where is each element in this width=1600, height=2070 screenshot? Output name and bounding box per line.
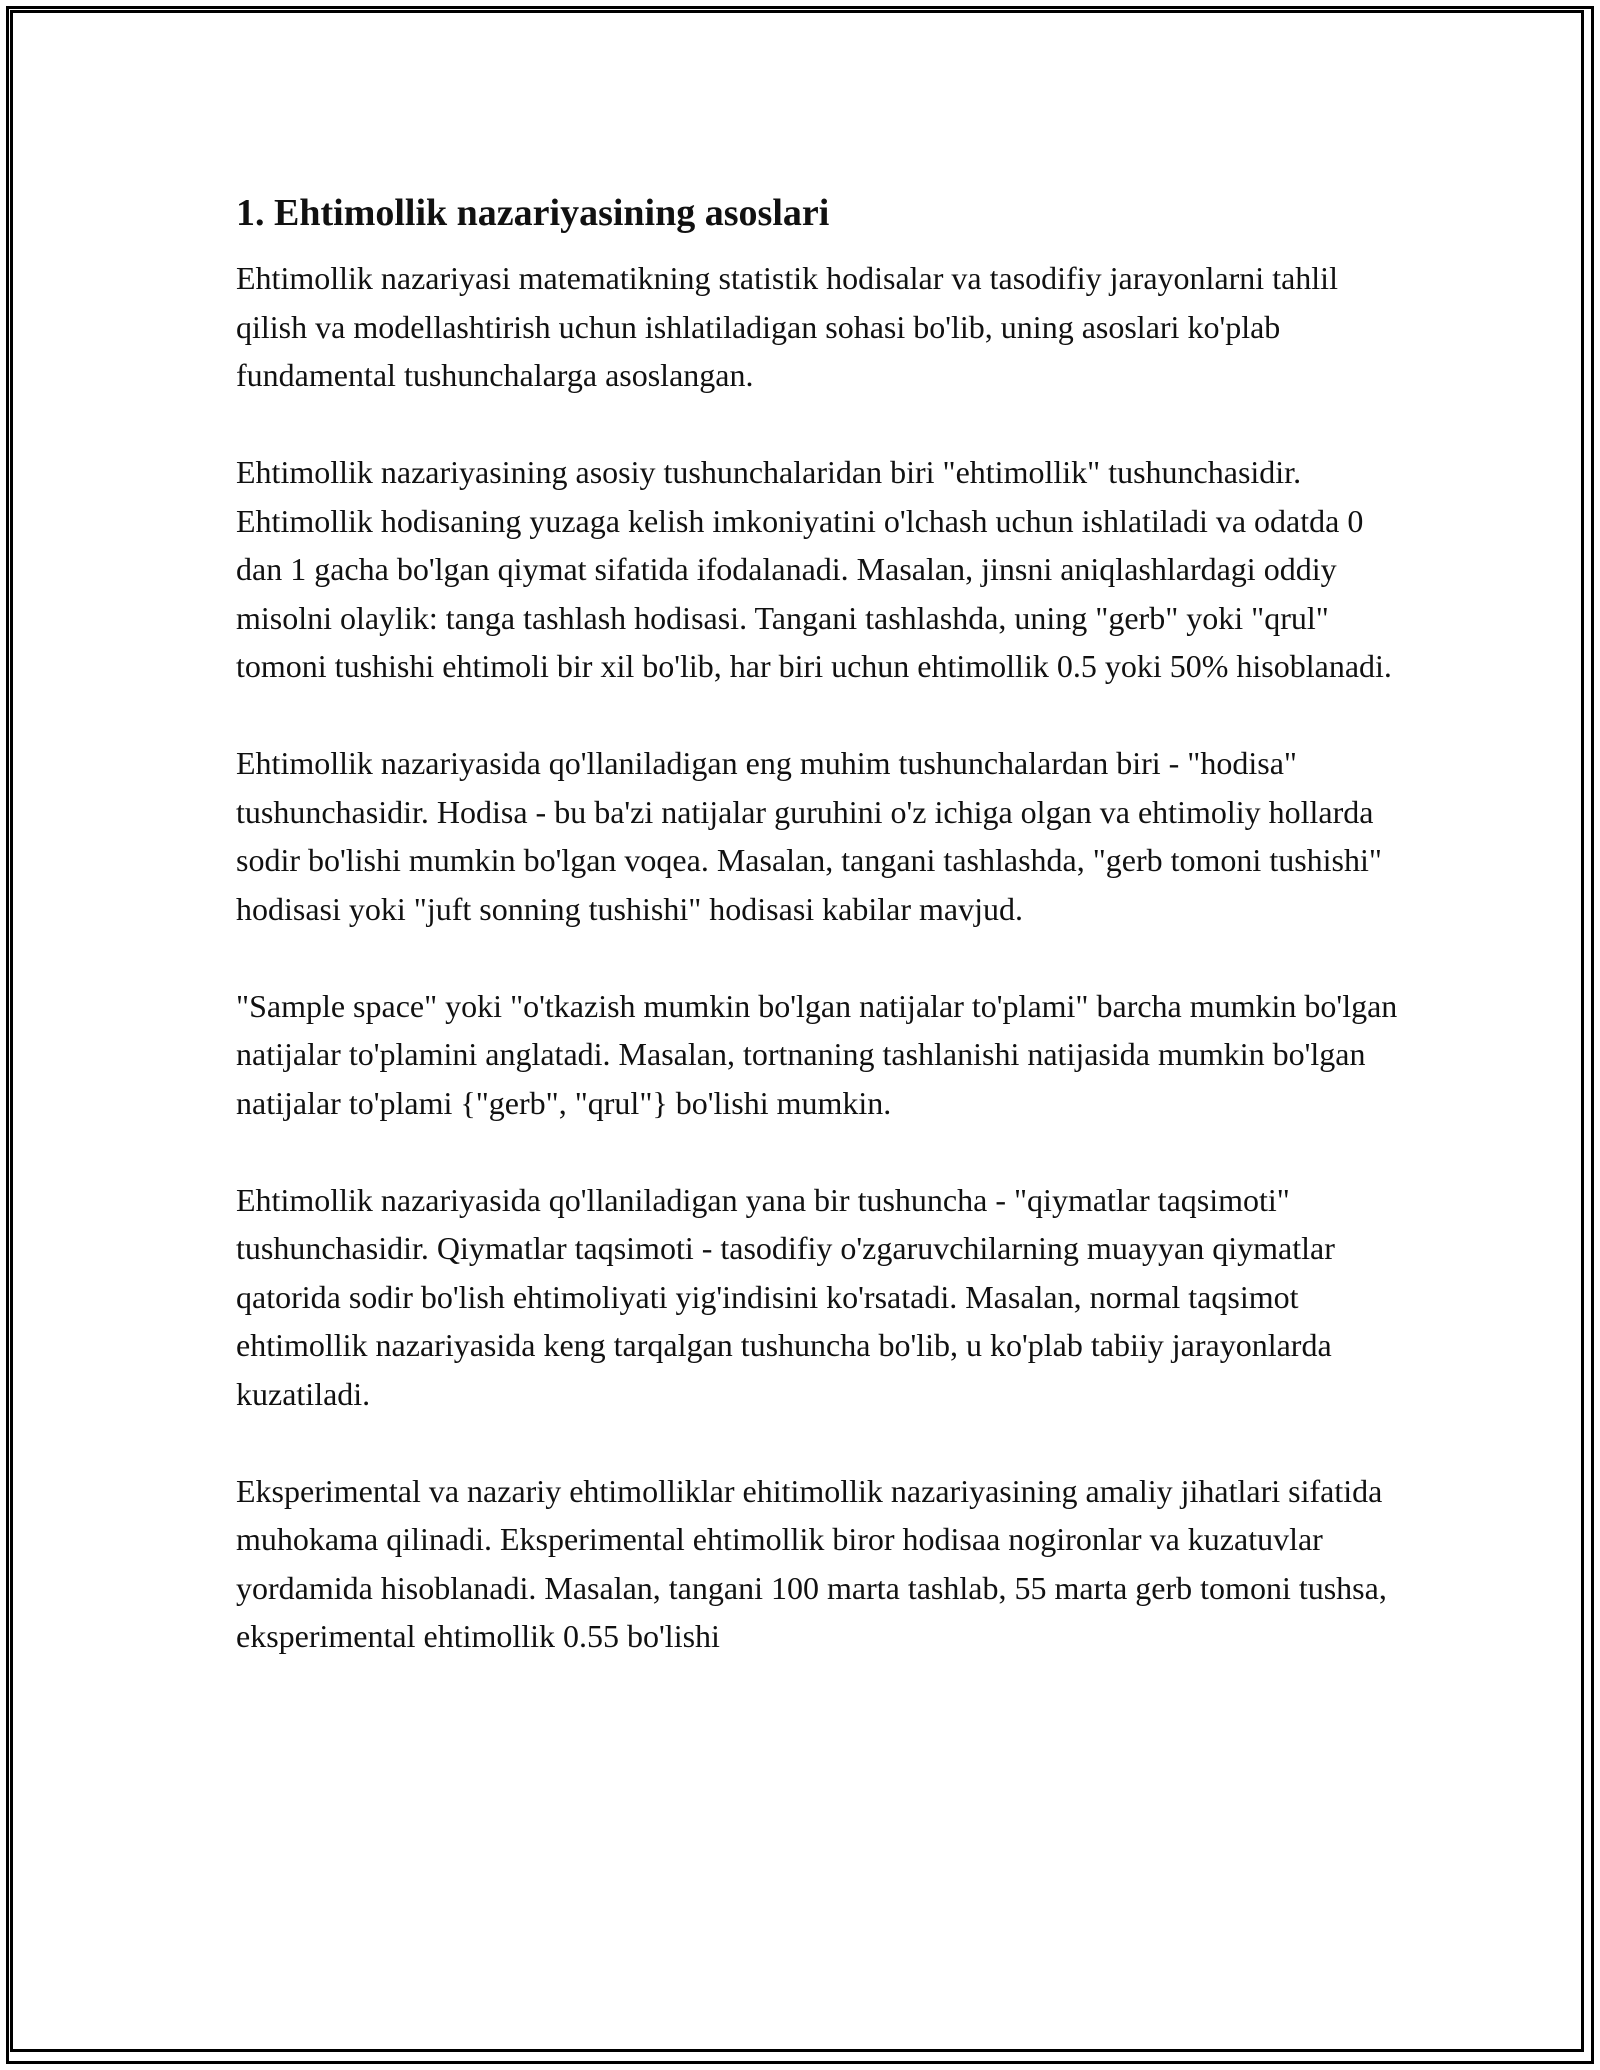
document-body — [236, 186, 1406, 1709]
paragraph-experimental: Eksperimental va nazariy ehtimolliklar ehitimollik nazariyasining amaliy jihatlari sifatida muhokama qilinadi. Eksperimental ehtimollik biror hodisaa nogironlar va kuzatuvlar yordamida hisoblanadi. Masalan, tangani 100 marta tashlab, 55 marta gerb tomoni tushsa, eksperimental ehtimollik 0.55 bo'lishi — [236, 1472, 1387, 1654]
paragraph-probability: Ehtimollik nazariyasining asosiy tushunchalaridan biri "ehtimollik" tushunchasidir. Ehtimollik hodisaning yuzaga kelish imkoniyatini o'lchash uchun ishlatiladi va odatda 0 dan 1 gacha bo'lgan qiymat sifatida ifodalanadi. Masalan, jinsni aniqlashlardagi oddiy misolni olaylik: tanga tashlash hodisasi. Tangani tashlashda, uning "gerb" yoki "qrul" tomoni tushishi ehtimoli bir xil bo'lib, har biri uchun ehtimollik 0.5 yoki 50% hisoblanadi. — [236, 454, 1392, 684]
paragraph-distribution: Ehtimollik nazariyasida qo'llaniladigan yana bir tushuncha - "qiymatlar taqsimoti" tushunchasidir. Qiymatlar taqsimoti - tasodifiy o'zgaruvchilarning muayyan qiymatlar qatorida sodir bo'lish ehtimoliyati yig'indisini ko'rsatadi. Masalan, normal taqsimot ehtimollik nazariyasida keng tarqalgan tushuncha bo'lib, u ko'plab tabiiy jarayonlarda kuzatiladi. — [236, 1181, 1335, 1412]
paragraph-intro: Ehtimollik nazariyasi matematikning statistik hodisalar va tasodifiy jarayonlarni tahlil qilish va modellashtirish uchun ishlatiladigan sohasi bo'lib, uning asoslari ko'plab fundamental tushunchalarga asoslangan. — [236, 260, 1338, 393]
section-heading: 1. Ehtimollik nazariyasining asoslari — [236, 192, 830, 234]
paragraph-sample-space: "Sample space" yoki "o'tkazish mumkin bo'lgan natijalar to'plami" barcha mumkin bo'lgan natijalar to'plamini anglatadi. Masalan, tortnaning tashlanishi natijasida mumkin bo'lgan natijalar to'plami {"gerb", "qrul"} bo'lishi mumkin. — [236, 987, 1398, 1121]
paragraph-event: Ehtimollik nazariyasida qo'llaniladigan eng muhim tushunchalardan biri - "hodisa" tushunchasidir. Hodisa - bu ba'zi natijalar guruhini o'z ichiga olgan va ehtimoliy hollarda sodir bo'lishi mumkin bo'lgan voqea. Masalan, tangani tashlashda, "gerb tomoni tushishi" hodisasi yoki "juft sonning tushishi" hodisasi kabilar mavjud. — [236, 745, 1382, 927]
